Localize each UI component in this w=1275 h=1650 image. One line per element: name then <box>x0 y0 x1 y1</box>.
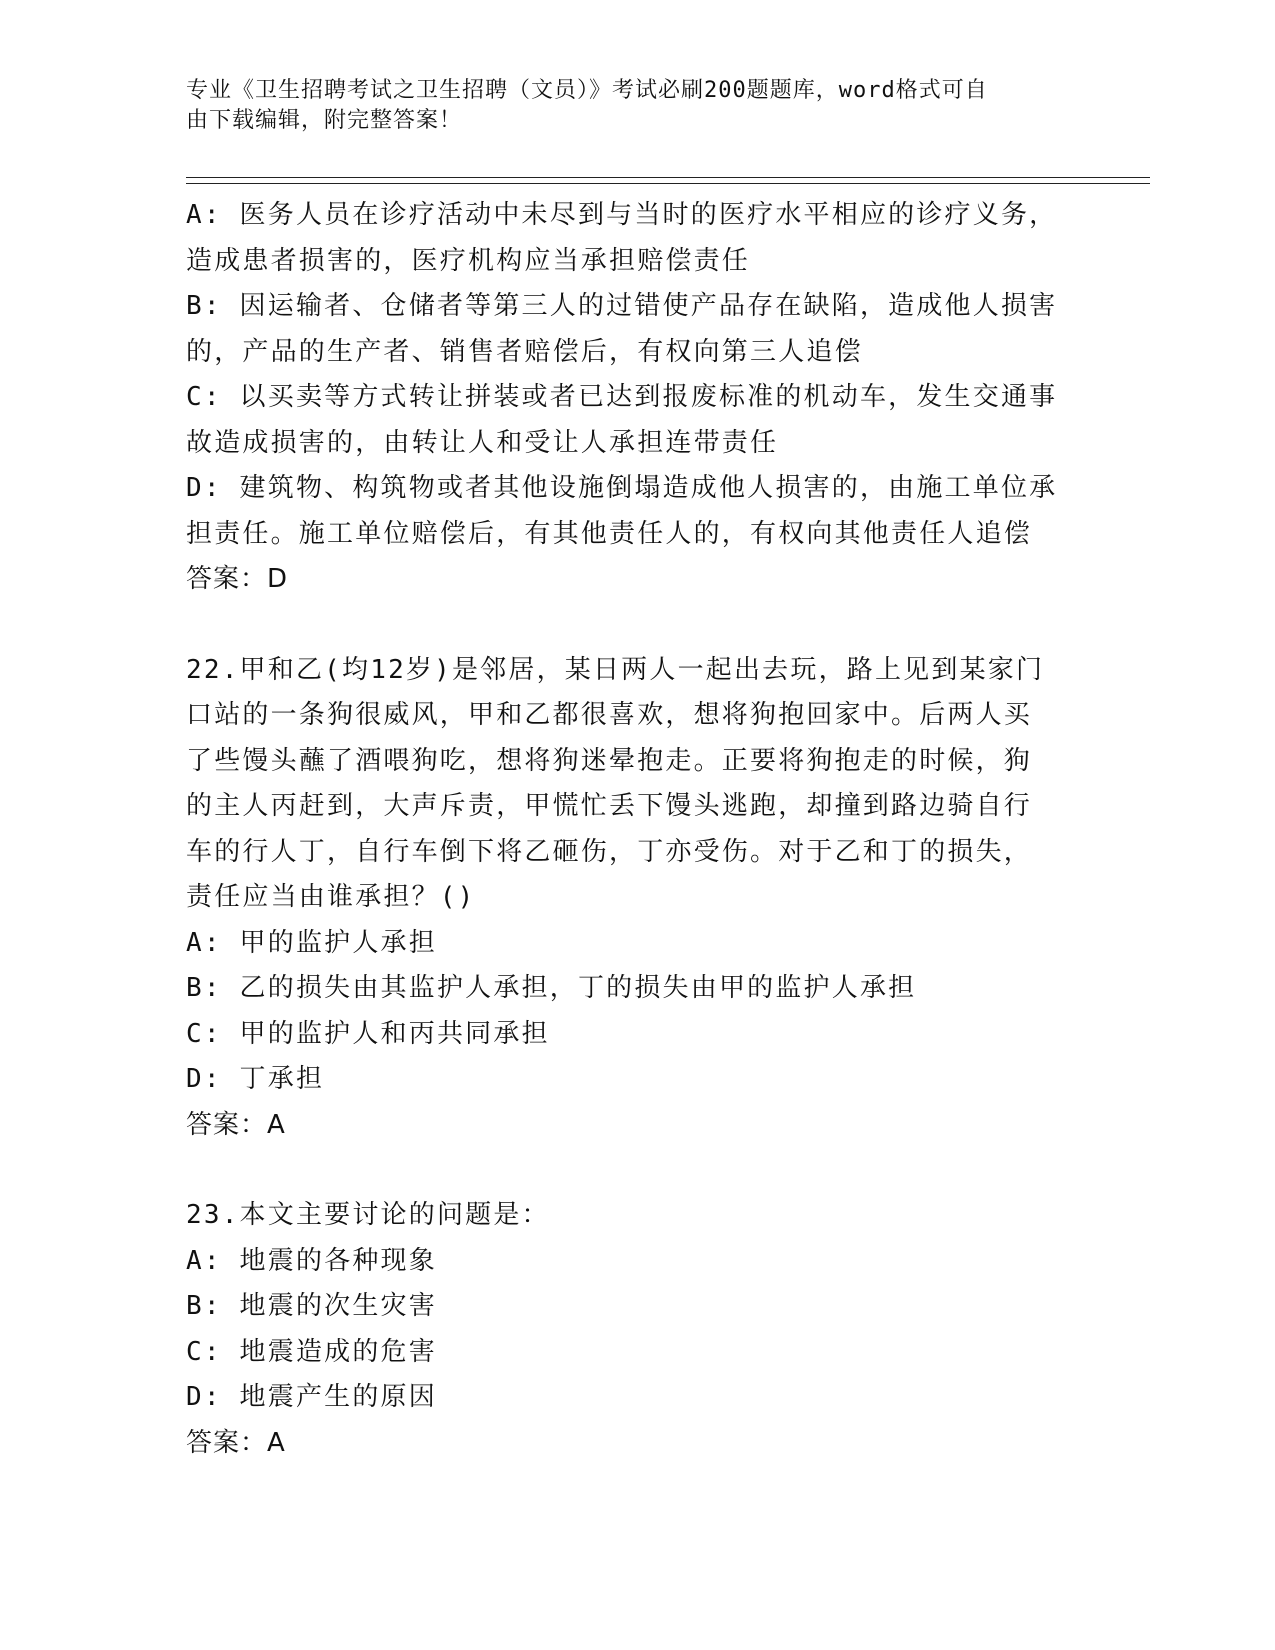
question-stem-line: 车的行人丁，自行车倒下将乙砸伤，丁亦受伤。对于乙和丁的损失， <box>186 836 1033 867</box>
option-line: D: 建筑物、构筑物或者其他设施倒塌造成他人损害的，由施工单位承 <box>186 473 1058 503</box>
question-23 <box>186 1193 1076 1466</box>
option-line: C: 以买卖等方式转让拼装或者已达到报废标准的机动车，发生交通事 <box>186 382 1058 412</box>
option-line: 造成患者损害的，医疗机构应当承担赔偿责任 <box>186 245 751 276</box>
document-body <box>186 193 1076 1466</box>
header-divider-top <box>186 177 1150 178</box>
question-21 <box>186 193 1076 603</box>
question-stem-line: 23.本文主要讨论的问题是： <box>186 1200 550 1230</box>
option-b: B: 乙的损失由其监护人承担，丁的损失由甲的监护人承担 <box>186 973 917 1003</box>
question-stem-line: 责任应当由谁承担？() <box>186 882 476 912</box>
option-line: 担责任。施工单位赔偿后，有其他责任人的，有权向其他责任人追偿 <box>186 518 1033 549</box>
option-line: B: 因运输者、仓储者等第三人的过错使产品存在缺陷，造成他人损害 <box>186 291 1058 321</box>
question-stem-line: 了些馒头蘸了酒喂狗吃，想将狗迷晕抱走。正要将狗抱走的时候，狗 <box>186 745 1033 776</box>
option-c: C: 地震造成的危害 <box>186 1336 437 1367</box>
option-d: D: 丁承担 <box>186 1064 325 1094</box>
spacer <box>186 1148 1076 1193</box>
option-a: A: 甲的监护人承担 <box>186 927 437 958</box>
option-d: D: 地震产生的原因 <box>186 1382 437 1412</box>
document-header <box>186 76 1066 136</box>
answer-label: 答案：A <box>186 1427 286 1458</box>
question-stem-line: 口站的一条狗很威风，甲和乙都很喜欢，想将狗抱回家中。后两人买 <box>186 700 1033 730</box>
question-stem-line: 的主人丙赶到，大声斥责，甲慌忙丢下馒头逃跑，却撞到路边骑自行 <box>186 791 1033 821</box>
spacer <box>186 603 1076 648</box>
answer-label: 答案：D <box>186 564 289 594</box>
option-line: 的，产品的生产者、销售者赔偿后，有权向第三人追偿 <box>186 336 863 367</box>
header-line-2: 由下载编辑，附完整答案！ <box>186 108 463 133</box>
header-line-1: 专业《卫生招聘考试之卫生招聘（文员）》考试必刷200题题库，word格式可自 <box>186 78 988 103</box>
option-a: A: 地震的各种现象 <box>186 1245 437 1276</box>
option-c: C: 甲的监护人和丙共同承担 <box>186 1018 550 1049</box>
answer-label: 答案：A <box>186 1109 286 1140</box>
header-divider-bottom <box>186 183 1150 184</box>
option-b: B: 地震的次生灾害 <box>186 1291 437 1321</box>
option-line: A: 医务人员在诊疗活动中未尽到与当时的医疗水平相应的诊疗义务， <box>186 200 1058 230</box>
option-line: 故造成损害的，由转让人和受让人承担连带责任 <box>186 427 779 458</box>
question-22 <box>186 648 1076 1149</box>
question-stem-line: 22.甲和乙(均12岁)是邻居，某日两人一起出去玩，路上见到某家门 <box>186 654 1045 685</box>
